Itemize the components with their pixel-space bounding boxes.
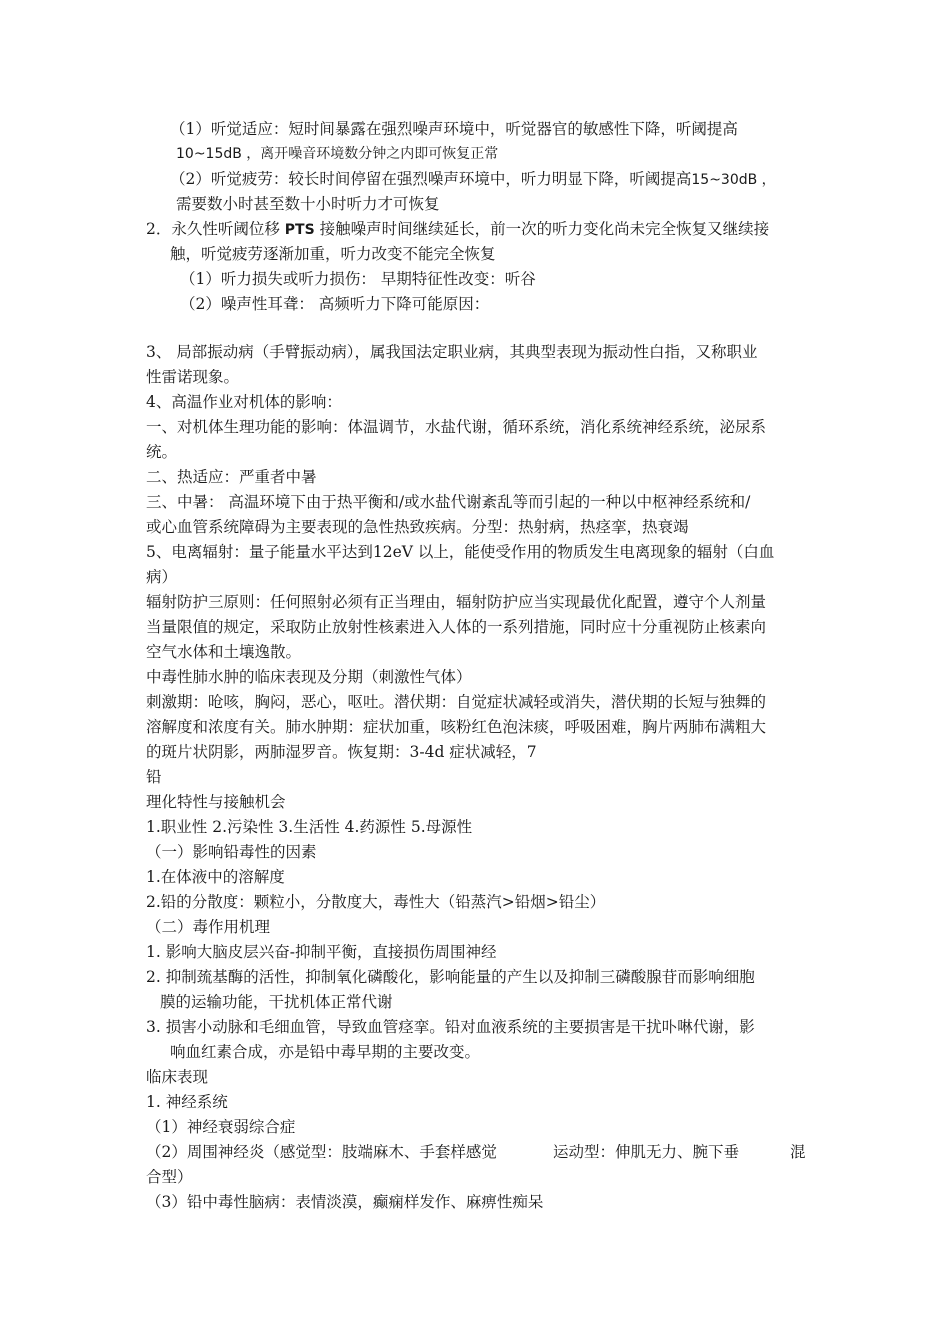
vibration-line-2: 性雷诺现象。 [146, 368, 240, 386]
lead-subtitle: 理化特性与接触机会 [146, 793, 286, 811]
hearing-adaptation-line-1: （1）听觉适应：短时间暴露在强烈噪声环境中，听觉器官的敏感性下降，听阈提高 [170, 120, 738, 138]
heat-stroke-line-2: 或心血管系统障碍为主要表现的急性热致疾病。分型：热射病，热痉挛，热衰竭 [146, 518, 689, 536]
heat-physiology-line-1: 一、对机体生理功能的影响：体温调节，水盐代谢，循环系统，消化系统神经系统，泌尿系 [146, 418, 767, 436]
edema-line-3: 的斑片状阴影，两肺湿罗音。恢复期：3-4d 症状减轻，7 [146, 743, 537, 761]
pts-item-2: （2）噪声性耳聋： 高频听力下降可能原因： [180, 295, 490, 313]
hearing-adaptation-line-2: 10~15dB ，离开噪音环境数分钟之内即可恢复正常 [176, 146, 499, 162]
lead-clinical-item-2-part-1: （2）周围神经炎（感觉型：肢端麻木、手套样感觉 [146, 1143, 497, 1161]
radiation-line-2: 病） [146, 568, 178, 586]
hearing-fatigue-line-2: 需要数小时甚至数十小时听力才可恢复 [176, 195, 440, 213]
lead-mechanism-3-line-2: 响血红素合成，亦是铅中毒早期的主要改变。 [170, 1043, 481, 1061]
lead-clinical-item-2-part-2: 运动型：伸肌无力、腕下垂 [553, 1143, 740, 1161]
lead-mechanism-1: 1. 影响大脑皮层兴奋-抑制平衡，直接损伤周围神经 [146, 943, 497, 961]
lead-clinical-item-3: （3）铅中毒性脑病：表情淡漠，癫痫样发作、麻痹性痴呆 [146, 1193, 544, 1211]
lead-clinical-item-1: （1）神经衰弱综合症 [146, 1118, 296, 1136]
heat-title: 4、高温作业对机体的影响： [146, 393, 342, 411]
lead-clinical-nervous: 1. 神经系统 [146, 1093, 228, 1111]
hearing-fatigue-line-1 [170, 168, 776, 191]
pts-line-1 [146, 218, 769, 241]
lead-mechanism-title: （二）毒作用机理 [146, 918, 271, 936]
edema-line-2: 溶解度和浓度有关。肺水肿期：症状加重，咳粉红色泡沫痰，呼吸困难，胸片两肺布满粗大 [146, 718, 767, 736]
vibration-line-1: 3、 局部振动病（手臂振动病），属我国法定职业病，其典型表现为振动性白指，又称职业 [146, 343, 758, 361]
heat-acclimatization: 二、热适应：严重者中暑 [146, 468, 317, 486]
edema-line-1: 刺激期：呛咳，胸闷，恶心，呕吐。潜伏期：自觉症状减轻或消失，潜伏期的长短与独舞的 [146, 693, 767, 711]
lead-clinical-item-2-part-3: 混 [790, 1143, 806, 1161]
pts-text: 接触噪声时间继续延长，前一次的听力变化尚未完全恢复又继续接 [314, 220, 770, 238]
lead-exposure-list: 1.职业性 2.污染性 3.生活性 4.药源性 5.母源性 [146, 818, 473, 836]
lead-factor-2: 2.铅的分散度：颗粒小，分散度大，毒性大（铅蒸汽>铅烟>铅尘） [146, 893, 606, 911]
lead-clinical-item-2-line-2: 合型） [146, 1168, 193, 1186]
lead-clinical-title: 临床表现 [146, 1068, 209, 1086]
lead-mechanism-2-line-1: 2. 抑制巯基酶的活性，抑制氧化磷酸化，影响能量的产生以及抑制三磷酸腺苷而影响细胞 [146, 968, 755, 986]
radiation-principles-line-3: 空气水体和土壤逸散。 [146, 643, 302, 661]
radiation-principles-line-2: 当量限值的规定，采取防止放射性核素进入人体的一系列措施，同时应十分重视防止核素向 [146, 618, 767, 636]
lead-factor-1: 1.在体液中的溶解度 [146, 868, 285, 886]
lead-title: 铅 [146, 768, 162, 786]
radiation-line-1: 5、电离辐射：量子能量水平达到12eV 以上，能使受作用的物质发生电离现象的辐射（白血 [146, 543, 775, 561]
heat-physiology-line-2: 统。 [146, 443, 178, 461]
hearing-fatigue-value: 15~30dB ， [691, 172, 776, 188]
pts-item-1: （1）听力损失或听力损伤： 早期特征性改变：听谷 [180, 270, 536, 288]
pts-label: 2．永久性听阈位移 [146, 220, 285, 238]
edema-title: 中毒性肺水肿的临床表现及分期（刺激性气体） [146, 668, 472, 686]
pts-line-2: 触，听觉疲劳逐渐加重，听力改变不能完全恢复 [170, 245, 496, 263]
hearing-fatigue-text: （2）听觉疲劳：较长时间停留在强烈噪声环境中，听力明显下降，听阈提高 [170, 170, 692, 188]
pts-abbreviation: PTS [284, 222, 315, 238]
lead-factors-title: （一）影响铅毒性的因素 [146, 843, 317, 861]
lead-mechanism-2-line-2: 膜的运输功能，干扰机体正常代谢 [160, 993, 393, 1011]
heat-stroke-line-1: 三、中暑： 高温环境下由于热平衡和/或水盐代谢紊乱等而引起的一种以中枢神经系统和/ [146, 493, 751, 511]
lead-mechanism-3-line-1: 3. 损害小动脉和毛细血管，导致血管痉挛。铅对血液系统的主要损害是干扰卟啉代谢，影 [146, 1018, 755, 1036]
radiation-principles-line-1: 辐射防护三原则：任何照射必须有正当理由，辐射防护应当实现最优化配置，遵守个人剂量 [146, 593, 767, 611]
